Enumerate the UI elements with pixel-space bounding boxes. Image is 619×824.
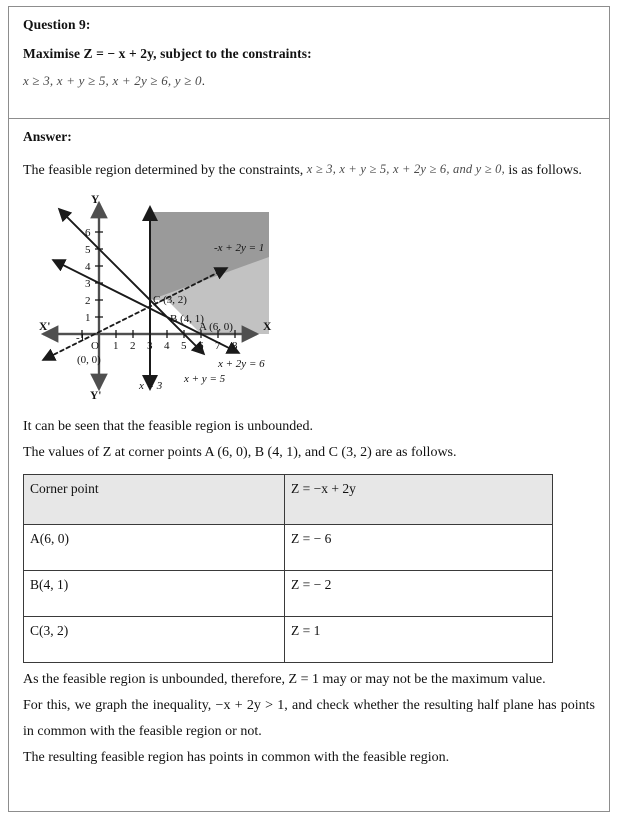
x-tick-4: 4 [164,340,170,352]
constraints-math: x ≥ 3, x + y ≥ 5, x + 2y ≥ 6, y ≥ 0 [23,73,202,88]
x-tick-5: 5 [181,340,187,352]
y-tick-3: 3 [85,278,91,290]
answer-lead [23,157,595,183]
lead-inline-math: x ≥ 3, x + y ≥ 5, x + 2y ≥ 6, and y ≥ 0, [306,162,505,176]
graph-svg [29,189,329,404]
worksheet-page [8,6,610,812]
cell-z-value-a: Z = − 6 [285,525,553,571]
closing-line-1: As the feasible region is unbounded, therefore, Z = 1 may or may not be the maximum value. [23,672,546,687]
y-axis-label: Y [91,194,100,206]
cell-z-value-b: Z = − 2 [285,571,553,617]
origin-coords-label: (0, 0) [77,354,101,366]
table-row [24,525,553,571]
y-tick-6: 6 [85,227,91,239]
feasible-region-shading [150,212,269,334]
answer-section [9,119,609,771]
corner-values-statement: The values of Z at corner points A (6, 0), B (4, 1), and C (3, 2) are as follows. [23,445,457,460]
line-label-x-3: x = 3 [139,380,163,392]
cell-corner-point-a: A(6, 0) [24,525,285,571]
table-row [24,571,553,617]
table-header-corner-point: Corner point [24,475,285,525]
table-header-z-value: Z = −x + 2y [285,475,553,525]
x-tick-2: 2 [130,340,136,352]
y-negative-axis-label: Y' [90,390,102,402]
question-constraints [23,73,595,89]
answer-title: Answer: [23,129,72,144]
question-title: Question 9: [23,17,91,32]
point-label-a: A (6, 0) [199,321,233,333]
x-tick-3: 3 [147,340,153,352]
x-tick-8: 8 [232,340,238,352]
cell-corner-point-b: B(4, 1) [24,571,285,617]
line-label-minus-x-plus-2y-1: -x + 2y = 1 [214,242,265,254]
closing-line-3: The resulting feasible region has points in common with the feasible region. [23,750,450,765]
closing-line-2: For this, we graph the inequality, −x + 2y > 1, and check whether the resulting half plane has points in common with the feasible region or not. [23,698,595,739]
table-row [24,617,553,663]
y-tick-1: 1 [85,312,91,324]
cell-z-value-c: Z = 1 [285,617,553,663]
closing-paragraphs [23,667,595,771]
x-tick-6: 6 [198,340,204,352]
line-label-x-plus-y-5: x + y = 5 [184,373,226,385]
corner-point-values-table [23,474,553,663]
origin-label: O [91,340,99,352]
line-label-x-plus-2y-6: x + 2y = 6 [218,358,265,370]
question-section [9,7,609,119]
cell-corner-point-c: C(3, 2) [24,617,285,663]
point-label-c: C (3, 2) [153,294,187,306]
point-label-b: B (4, 1) [170,313,204,325]
y-tick-2: 2 [85,295,91,307]
question-statement: Maximise Z = − x + 2y, subject to the constraints: [23,46,312,61]
x-tick-minus-1: -1 [76,332,86,344]
lead-text-before: The feasible region determined by the constraints, [23,163,304,178]
x-tick-7: 7 [215,340,221,352]
y-tick-4: 4 [85,261,91,273]
table-header-row [24,475,553,525]
y-tick-5: 5 [85,244,91,256]
x-tick-1: 1 [113,340,119,352]
lead-text-after: is as follows. [508,163,582,178]
constraints-period: . [201,73,206,88]
x-axis-label: X [263,321,272,333]
unbounded-statement: It can be seen that the feasible region is unbounded. [23,419,314,434]
feasible-region-graph [29,189,329,404]
x-negative-axis-label: X' [39,321,51,333]
